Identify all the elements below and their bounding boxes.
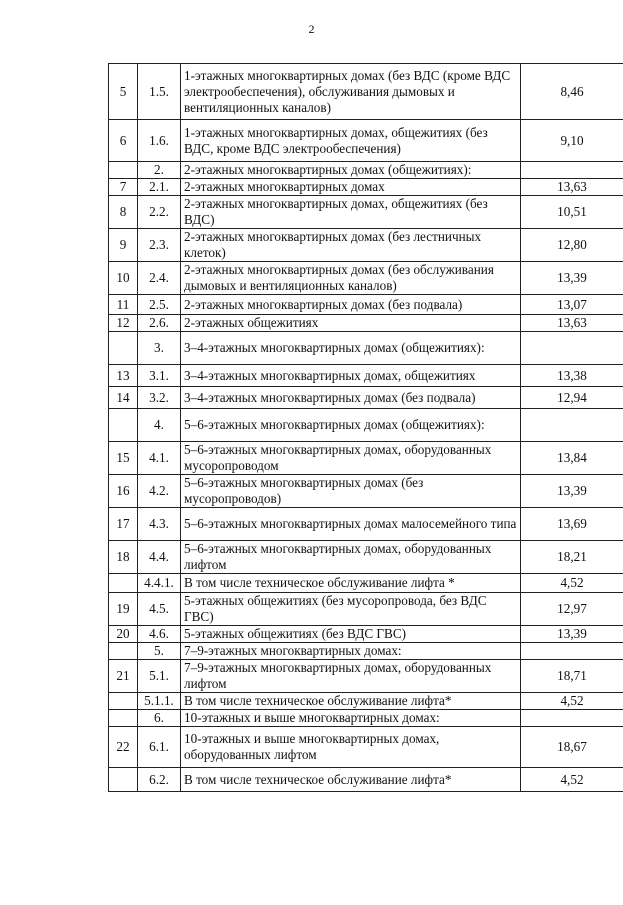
table-row	[109, 179, 623, 196]
table-row	[109, 541, 623, 574]
row-code: 2.1.	[138, 179, 181, 196]
row-description: 2-этажных многоквартирных домах (общежитиях):	[181, 162, 521, 179]
table-row	[109, 660, 623, 693]
row-value: 8,46	[521, 64, 623, 120]
row-code: 4.3.	[138, 508, 181, 541]
row-number: 7	[109, 179, 138, 196]
table-row	[109, 365, 623, 387]
row-value: 13,84	[521, 442, 623, 475]
table-row	[109, 693, 623, 710]
row-description: 2-этажных многоквартирных домах (без обслуживания дымовых и вентиляционных каналов)	[181, 262, 521, 295]
row-number: 16	[109, 475, 138, 508]
row-description: 5-этажных общежитиях (без мусоропровода, без ВДС ГВС)	[181, 593, 521, 626]
row-number: 17	[109, 508, 138, 541]
row-code: 4.4.	[138, 541, 181, 574]
row-number: 13	[109, 365, 138, 387]
table-row	[109, 64, 623, 120]
table-row	[109, 727, 623, 768]
row-number: 5	[109, 64, 138, 120]
row-code: 6.2.	[138, 768, 181, 792]
row-description: В том числе техническое обслуживание лифта*	[181, 693, 521, 710]
row-number: 11	[109, 295, 138, 315]
row-code: 2.4.	[138, 262, 181, 295]
row-code: 5.1.	[138, 660, 181, 693]
row-number: 6	[109, 120, 138, 162]
table-row	[109, 229, 623, 262]
row-number: 10	[109, 262, 138, 295]
row-value	[521, 162, 623, 179]
row-code: 1.5.	[138, 64, 181, 120]
row-description: 2-этажных многоквартирных домах (без лестничных клеток)	[181, 229, 521, 262]
table-row	[109, 593, 623, 626]
row-value: 18,71	[521, 660, 623, 693]
row-number: 21	[109, 660, 138, 693]
row-description: 3–4-этажных многоквартирных домах, общежитиях	[181, 365, 521, 387]
table-row	[109, 262, 623, 295]
row-code: 3.2.	[138, 387, 181, 409]
row-code: 4.6.	[138, 626, 181, 643]
row-value	[521, 710, 623, 727]
table-row	[109, 574, 623, 593]
table-row	[109, 475, 623, 508]
row-value: 4,52	[521, 768, 623, 792]
row-code: 5.	[138, 643, 181, 660]
table-row	[109, 442, 623, 475]
row-number: 18	[109, 541, 138, 574]
row-value: 4,52	[521, 693, 623, 710]
row-value: 18,67	[521, 727, 623, 768]
row-value: 13,63	[521, 315, 623, 332]
table-row	[109, 162, 623, 179]
row-value: 10,51	[521, 196, 623, 229]
row-number	[109, 332, 138, 365]
row-code: 4.	[138, 409, 181, 442]
table-row	[109, 332, 623, 365]
row-description: 5–6-этажных многоквартирных домах, оборудованных мусоропроводом	[181, 442, 521, 475]
row-description: 3–4-этажных многоквартирных домах (без подвала)	[181, 387, 521, 409]
row-code: 4.5.	[138, 593, 181, 626]
row-description: 1-этажных многоквартирных домах, общежитиях (без ВДС, кроме ВДС электрообеспечения)	[181, 120, 521, 162]
row-description: 5–6-этажных многоквартирных домах малосемейного типа	[181, 508, 521, 541]
row-description: 2-этажных многоквартирных домах	[181, 179, 521, 196]
row-number: 19	[109, 593, 138, 626]
row-value: 13,38	[521, 365, 623, 387]
row-code: 1.6.	[138, 120, 181, 162]
row-description: 1-этажных многоквартирных домах (без ВДС (кроме ВДС электрообеспечения), обслуживания дымовых и вентиляционных каналов)	[181, 64, 521, 120]
row-number: 8	[109, 196, 138, 229]
row-number: 9	[109, 229, 138, 262]
row-number: 12	[109, 315, 138, 332]
row-number: 20	[109, 626, 138, 643]
row-value: 13,63	[521, 179, 623, 196]
row-description: 2-этажных общежитиях	[181, 315, 521, 332]
table-row	[109, 626, 623, 643]
row-code: 2.2.	[138, 196, 181, 229]
row-code: 6.	[138, 710, 181, 727]
row-description: В том числе техническое обслуживание лифта*	[181, 768, 521, 792]
table-row	[109, 120, 623, 162]
row-description: 2-этажных многоквартирных домах, общежитиях (без ВДС)	[181, 196, 521, 229]
row-description: 7–9-этажных многоквартирных домах, оборудованных лифтом	[181, 660, 521, 693]
row-code: 2.	[138, 162, 181, 179]
row-description: 2-этажных многоквартирных домах (без подвала)	[181, 295, 521, 315]
row-value: 12,97	[521, 593, 623, 626]
row-code: 5.1.1.	[138, 693, 181, 710]
table-row	[109, 643, 623, 660]
table-row	[109, 710, 623, 727]
row-code: 4.1.	[138, 442, 181, 475]
tariff-table	[108, 63, 623, 792]
row-description: 5-этажных общежитиях (без ВДС ГВС)	[181, 626, 521, 643]
row-value: 13,39	[521, 626, 623, 643]
row-value	[521, 332, 623, 365]
row-code: 3.1.	[138, 365, 181, 387]
row-description: 5–6-этажных многоквартирных домах, оборудованных лифтом	[181, 541, 521, 574]
row-code: 2.3.	[138, 229, 181, 262]
row-code: 2.6.	[138, 315, 181, 332]
row-value: 12,80	[521, 229, 623, 262]
row-number	[109, 710, 138, 727]
page-number: 2	[308, 22, 315, 36]
row-number	[109, 768, 138, 792]
row-description: В том числе техническое обслуживание лифта *	[181, 574, 521, 593]
row-description: 10-этажных и выше многоквартирных домах:	[181, 710, 521, 727]
row-value: 4,52	[521, 574, 623, 593]
table-row	[109, 409, 623, 442]
table-row	[109, 196, 623, 229]
table-row	[109, 295, 623, 315]
row-code: 3.	[138, 332, 181, 365]
table-body	[109, 64, 623, 792]
row-value: 13,69	[521, 508, 623, 541]
row-value: 13,39	[521, 475, 623, 508]
row-number: 22	[109, 727, 138, 768]
row-number	[109, 693, 138, 710]
table-row	[109, 315, 623, 332]
row-description: 7–9-этажных многоквартирных домах:	[181, 643, 521, 660]
row-description: 5–6-этажных многоквартирных домах (без мусоропроводов)	[181, 475, 521, 508]
row-number	[109, 162, 138, 179]
row-number	[109, 409, 138, 442]
row-number: 15	[109, 442, 138, 475]
table-row	[109, 508, 623, 541]
row-value	[521, 409, 623, 442]
row-code: 4.2.	[138, 475, 181, 508]
row-value: 13,07	[521, 295, 623, 315]
row-value	[521, 643, 623, 660]
table-row	[109, 768, 623, 792]
row-number	[109, 574, 138, 593]
row-description: 3–4-этажных многоквартирных домах (общежитиях):	[181, 332, 521, 365]
table-row	[109, 387, 623, 409]
row-code: 4.4.1.	[138, 574, 181, 593]
row-value: 12,94	[521, 387, 623, 409]
row-description: 5–6-этажных многоквартирных домах (общежитиях):	[181, 409, 521, 442]
row-value: 9,10	[521, 120, 623, 162]
row-code: 6.1.	[138, 727, 181, 768]
row-value: 18,21	[521, 541, 623, 574]
row-code: 2.5.	[138, 295, 181, 315]
row-value: 13,39	[521, 262, 623, 295]
row-number: 14	[109, 387, 138, 409]
row-number	[109, 643, 138, 660]
row-description: 10-этажных и выше многоквартирных домах, оборудованных лифтом	[181, 727, 521, 768]
